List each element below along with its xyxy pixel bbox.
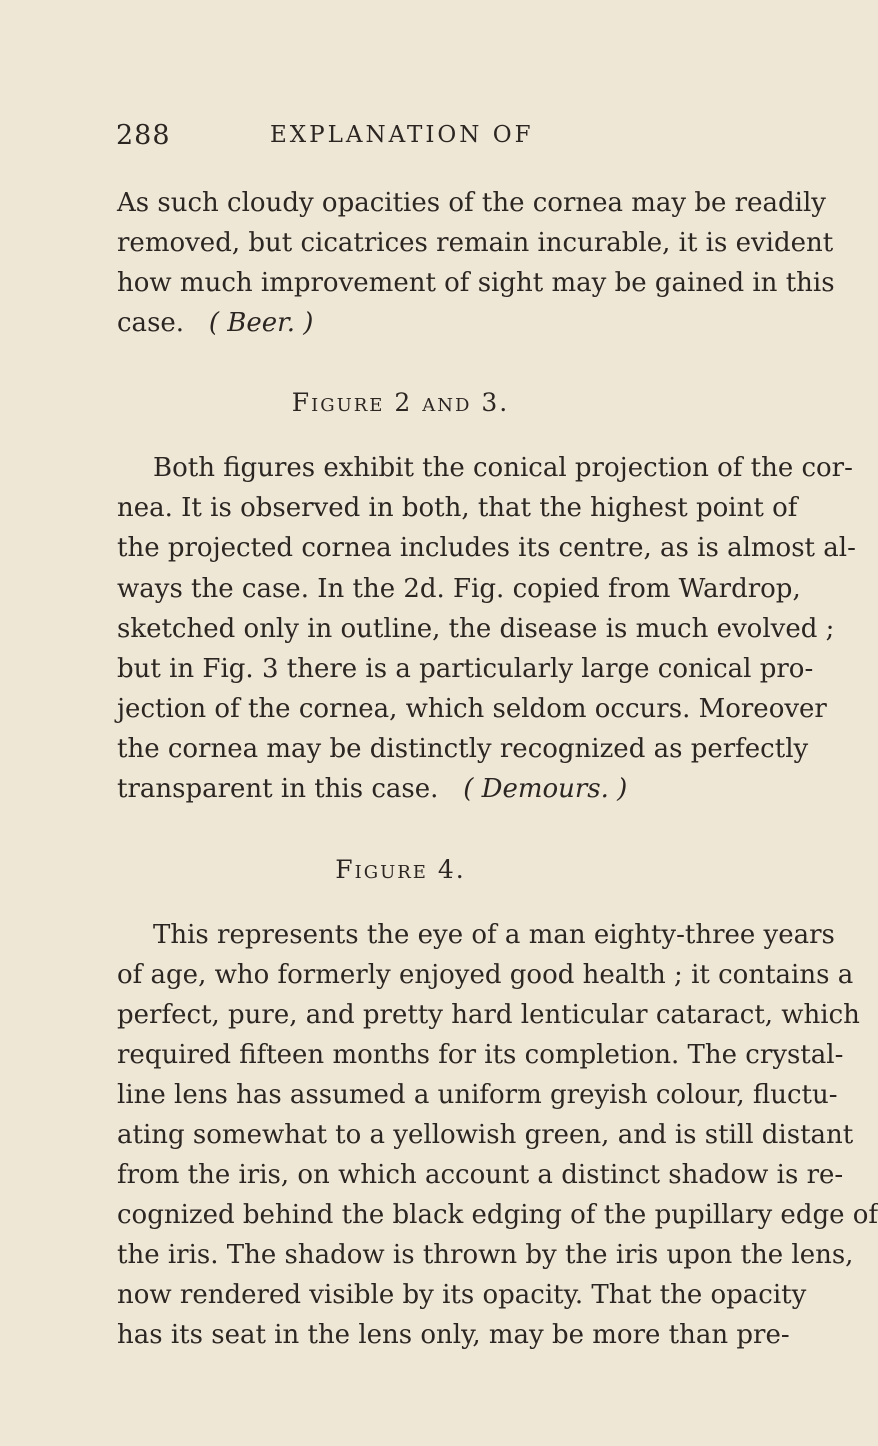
text-line: cognized behind the black edging of the pupillary edge of — [117, 1200, 878, 1230]
text-line: This represents the eye of a man eighty-three years — [153, 920, 835, 950]
text-line: but in Fig. 3 there is a particularly large conical pro- — [117, 654, 814, 684]
text-line: ating somewhat to a yellowish green, and is still distant — [117, 1120, 854, 1150]
text-line: the projected cornea includes its centre, as is almost al- — [117, 533, 856, 563]
citation: ( Beer. ) — [208, 308, 314, 338]
section-heading: Figure 2 and 3. — [291, 388, 510, 417]
running-head: EXPLANATION OF — [270, 122, 534, 148]
text-line: jection of the cornea, which seldom occurs. Moreover — [117, 694, 827, 724]
text-fragment: case. — [117, 308, 185, 338]
text-fragment: transparent in this case. — [117, 774, 439, 804]
text-line — [117, 305, 715, 341]
text-line: now rendered visible by its opacity. That the opacity — [117, 1280, 807, 1310]
text-line: required fifteen months for its completion. The crystal- — [117, 1040, 844, 1070]
text-line: As such cloudy opacities of the cornea may be readily — [117, 188, 826, 218]
text-line: of age, who formerly enjoyed good health ; it contains a — [117, 960, 854, 990]
text-line: how much improvement of sight may be gained in this — [117, 268, 835, 298]
text-line: Both figures exhibit the conical projection of the cor- — [153, 453, 853, 483]
page-header — [116, 120, 676, 154]
text-line: removed, but cicatrices remain incurable, it is evident — [117, 228, 834, 258]
text-line: the cornea may be distinctly recognized as perfectly — [117, 734, 809, 764]
text-line: perfect, pure, and pretty hard lenticular cataract, which — [117, 1000, 860, 1030]
text-line: sketched only in outline, the disease is much evolved ; — [117, 614, 835, 644]
text-line: from the iris, on which account a distinct shadow is re- — [117, 1160, 844, 1190]
text-line: nea. It is observed in both, that the highest point of — [117, 493, 798, 523]
page-number: 288 — [116, 120, 171, 151]
text-line: line lens has assumed a uniform greyish colour, fluctu- — [117, 1080, 838, 1110]
text-line: the iris. The shadow is thrown by the iris upon the lens, — [117, 1240, 854, 1270]
text-line: has its seat in the lens only, may be more than pre- — [117, 1320, 790, 1350]
citation: ( Demours. ) — [463, 774, 628, 804]
text-line: ways the case. In the 2d. Fig. copied from Wardrop, — [117, 574, 801, 604]
text-line — [117, 771, 715, 807]
section-heading: Figure 4. — [335, 855, 466, 884]
